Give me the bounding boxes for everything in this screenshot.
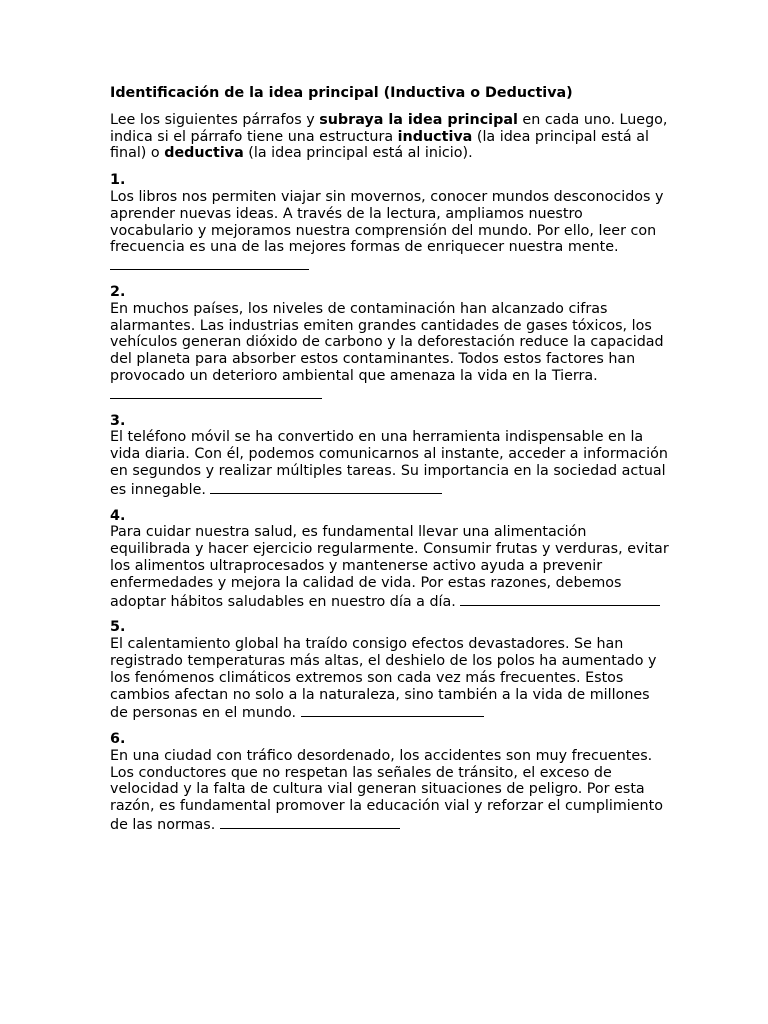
exercise-paragraph: El teléfono móvil se ha convertido en una herramienta indispensable en la vida diaria. Con él, podemos comunicarnos al instante, acceder a información en segundos y realizar múltiples tareas. Su importancia en la sociedad actual es innegable. [110, 429, 668, 498]
exercise-4 [110, 508, 670, 611]
instructions-text-4: (la idea principal está al inicio). [243, 145, 473, 162]
exercise-number: 5. [110, 619, 126, 636]
instructions-bold-3: deductiva [164, 145, 244, 162]
worksheet-page [110, 85, 670, 843]
instructions-bold-1: subraya la idea principal [319, 111, 518, 128]
exercise-number: 2. [110, 283, 126, 300]
exercise-number: 3. [110, 412, 126, 429]
instructions [110, 112, 670, 162]
exercise-6 [110, 731, 670, 834]
instructions-bold-2: inductiva [397, 128, 473, 145]
answer-blank[interactable] [210, 480, 442, 494]
exercise-paragraph: Los libros nos permiten viajar sin movernos, conocer mundos desconocidos y aprender nuevas ideas. A través de la lectura, ampliamos nuestro vocabulario y mejoramos nuestra comprensión del mundo. Por ello, leer con frecuencia es una de las mejores formas de enriquecer nuestra mente. [110, 188, 664, 256]
instructions-text-3: (la idea principal está al final) o [110, 128, 649, 162]
worksheet-title: Identificación de la idea principal (Inductiva o Deductiva) [110, 85, 573, 101]
exercise-1 [110, 172, 670, 275]
answer-blank[interactable] [110, 385, 322, 399]
answer-blank[interactable] [460, 592, 660, 606]
exercise-5 [110, 619, 670, 722]
exercise-number: 1. [110, 172, 126, 189]
exercise-paragraph: En muchos países, los niveles de contaminación han alcanzado cifras alarmantes. Las industrias emiten grandes cantidades de gases tóxicos, los vehículos generan dióxido de carbono y la deforestación reduce la capacidad del planeta para absorber estos contaminantes. Todos estos factores han provocado un deterioro ambiental que amenaza la vida en la Tierra. [110, 300, 664, 384]
exercise-number: 4. [110, 507, 126, 524]
answer-blank[interactable] [301, 703, 484, 717]
exercise-number: 6. [110, 731, 126, 748]
exercise-paragraph: Para cuidar nuestra salud, es fundamental llevar una alimentación equilibrada y hacer ejercicio regularmente. Consumir frutas y verduras, evitar los alimentos ultraprocesados y mantenerse activo ayuda a prevenir enfermedades y mejora la calidad de vida. Por estas razones, debemos adoptar hábitos saludables en nuestro día a día. [110, 524, 669, 610]
answer-blank[interactable] [110, 256, 309, 270]
answer-blank[interactable] [220, 815, 400, 829]
exercise-paragraph: El calentamiento global ha traído consigo efectos devastadores. Se han registrado temperaturas más altas, el deshielo de los polos ha aumentado y los fenómenos climáticos extremos son cada vez más frecuentes. Estos cambios afectan no solo a la naturaleza, sino también a la vida de millones de personas en el mundo. [110, 636, 657, 722]
exercise-paragraph: En una ciudad con tráfico desordenado, los accidentes son muy frecuentes. Los conductores que no respetan las señales de tránsito, el exceso de velocidad y la falta de cultura vial generan situaciones de peligro. Por esta razón, es fundamental promover la educación vial y reforzar el cumplimiento de las normas. [110, 747, 663, 834]
instructions-text-1: Lee los siguientes párrafos y [110, 111, 320, 128]
exercise-3 [110, 413, 670, 499]
instructions-text-2: en cada uno. Luego, indica si el párrafo tiene una estructura [110, 111, 668, 145]
exercise-2 [110, 284, 670, 404]
